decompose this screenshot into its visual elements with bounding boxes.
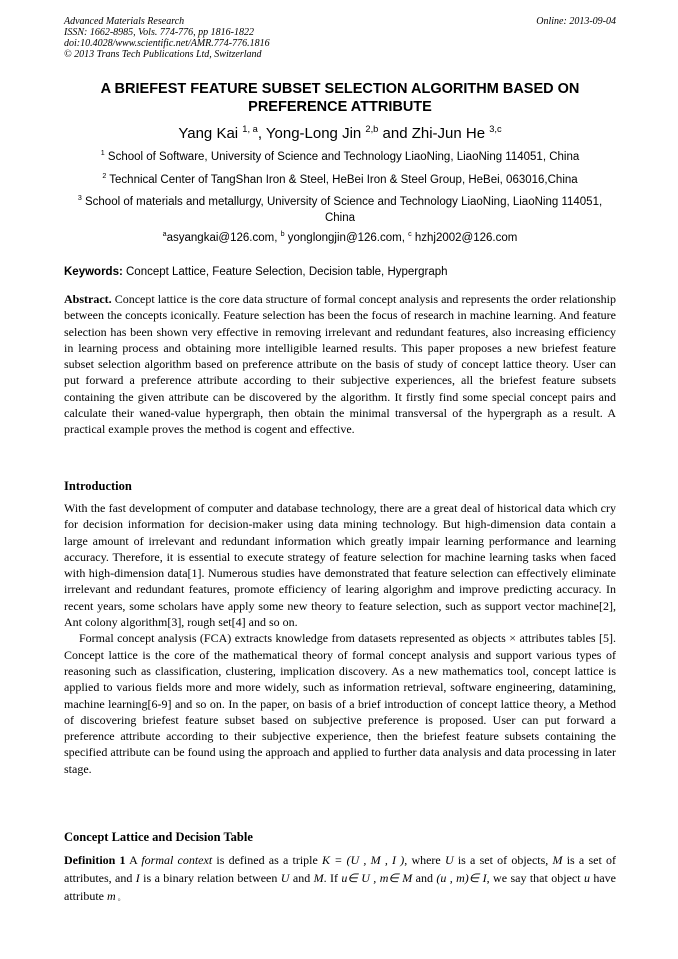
journal-issn: ISSN: 1662-8985, Vols. 774-776, pp 1816-1822: [64, 27, 254, 38]
definition-label: Definition 1: [64, 853, 126, 867]
math-expr: u: [583, 871, 590, 885]
journal-doi: doi:10.4028/www.scientific.net/AMR.774-776.1816: [64, 38, 270, 49]
math-expr: K = (U , M , I ): [322, 853, 405, 867]
author-sup: 3,c: [489, 124, 502, 134]
affiliation-3: [64, 194, 616, 226]
text: is a set of attributes, and: [64, 853, 616, 885]
text: is a set of objects,: [453, 853, 553, 867]
email-sup: a: [162, 230, 167, 239]
text: , where: [404, 853, 445, 867]
text: is a binary relation between: [139, 871, 281, 885]
email-sup: c: [408, 230, 412, 239]
author-list: [64, 125, 616, 143]
text: have attribute: [64, 871, 617, 903]
author-sup: 2,b: [365, 124, 379, 134]
definition-1: [64, 851, 616, 907]
author-emails: [64, 230, 616, 246]
text: . If: [323, 871, 342, 885]
math-expr: I: [135, 871, 140, 885]
online-date: Online: 2013-09-04: [536, 16, 616, 27]
journal-header: [64, 16, 616, 60]
email-link[interactable]: hzhj2002@126.com: [411, 232, 518, 244]
math-expr: U: [444, 853, 454, 867]
author-name: Yang Kai: [178, 125, 243, 142]
paragraph: With the fast development of computer and database technology, there are a great deal of historical data which cry for decision information for decision-maker using data mining technology. But high-dimension data contain a large amount of irrelevant and redundant information which greatly impair learning performance and learning accuracy. Therefore, it is essential to execute strategy of feature selection for machine learning tasks when faced with high-dimension data[1]. Numerous studies have demonstrated that feature selection can effectively eliminate irrelevant and redundant features, promote efficiency of learing algorighm and improve predicting accuracy. In recent years, some scholars have apply some new theory to feature selection, such as support vector machine[2], Ant colony algorithm[3], rough set[4] and so on.: [64, 501, 616, 630]
affiliation-2: [64, 172, 616, 188]
abstract-text: Concept lattice is the core data structure of formal concept analysis and represents the order relationship between the concepts iconically. Feature selection has been the focus of research in machine learning. And feature selection has been shown very effective in removing irrelevant and redundant features, also increasing efficiency in learning process and obtaining more intelligible learned results. This paper proposes a new briefest feature subset selection algorithm based on preference attribute on the basis of study of concept lattice theory. User can put forward a preference attribute according to their subjective experiences, all the briefest feature subsets containing the given attribute can be discovered by the algorithm. It firstly find some special concept pairs and calculate their waned-value hypergraph, then obtain the minimal transversal of the hypergraph as a result. A practical example proves the method is cogent and effective.: [64, 292, 616, 437]
journal-copyright: © 2013 Trans Tech Publications Ltd, Switzerland: [64, 49, 262, 60]
affiliation-number: 2: [102, 172, 107, 181]
math-expr: M: [313, 871, 324, 885]
math-expr: (u , m)∈ I: [436, 871, 487, 885]
section-heading-introduction: Introduction: [64, 479, 132, 493]
email-link[interactable]: asyangkai@126.com,: [166, 232, 281, 244]
section-heading-concept-lattice: Concept Lattice and Decision Table: [64, 830, 253, 844]
affiliation-text: School of materials and metallurgy, University of Science and Technology LiaoNing, LiaoNing 114051, China: [81, 196, 603, 224]
text: A: [125, 853, 142, 867]
email-link[interactable]: yonglongjin@126.com,: [284, 232, 409, 244]
text: is defined as a triple: [212, 853, 323, 867]
text: and: [289, 871, 314, 885]
keywords: [64, 264, 616, 280]
keywords-text: Concept Lattice, Feature Selection, Decision table, Hypergraph: [122, 266, 448, 278]
abstract-label: Abstract.: [64, 292, 112, 306]
text: 。: [115, 893, 126, 902]
author-name: and Zhi-Jun He: [378, 125, 490, 142]
journal-name: Advanced Materials Research: [64, 16, 185, 27]
author-name: , Yong-Long Jin: [257, 125, 366, 142]
paragraph: Formal concept analysis (FCA) extracts knowledge from datasets represented as objects × attributes tables [5]. Concept lattice is the core of the mathematical theory of formal concept analysis and support various types of reasoning such as classification, clustering, implication discovery. As a new mathematics tool, concept lattice is applied to various fields more and more widely, such as information retrieval, software engineering, datamining, machine learning[6-9] and so on. In the paper, on basis of a brief introduction of concept lattice theory, a Method of discovering briefest feature subset based on subjective preference is proposed. User can put forward a preference attribute according to their subjective experience, then the briefest feature subsets containing the specified attribute can be found using the approach and applied to further data analysis and data processing in later stage.: [64, 631, 616, 776]
email-sup: b: [280, 230, 285, 239]
paper-title: A BRIEFEST FEATURE SUBSET SELECTION ALGORITHM BASED ON PREFERENCE ATTRIBUTE: [100, 81, 580, 115]
term: formal context: [141, 853, 213, 867]
math-expr: m: [106, 889, 116, 903]
keywords-label: Keywords:: [64, 266, 123, 278]
math-expr: M: [552, 853, 563, 867]
author-sup: 1, a: [242, 124, 258, 134]
text: , we say that object: [486, 871, 584, 885]
affiliation-text: Technical Center of TangShan Iron & Steel, HeBei Iron & Steel Group, HeBei, 063016,China: [106, 174, 578, 186]
affiliation-number: 1: [100, 149, 105, 158]
text: and: [412, 871, 437, 885]
math-expr: U: [280, 871, 290, 885]
affiliation-number: 3: [77, 194, 82, 203]
abstract: [64, 291, 616, 438]
affiliation-text: School of Software, University of Science and Technology LiaoNing, LiaoNing 114051, China: [104, 151, 580, 163]
math-expr: u∈ U , m∈ M: [341, 871, 413, 885]
affiliation-1: [64, 149, 616, 165]
introduction-body: [64, 500, 616, 777]
